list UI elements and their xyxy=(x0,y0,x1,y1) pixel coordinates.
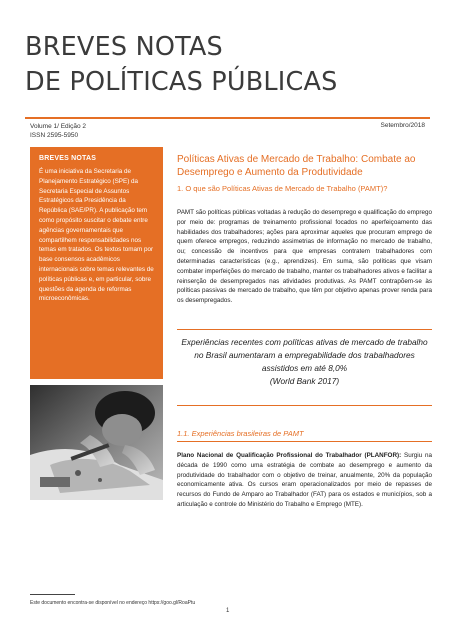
volume-label: Volume 1/ Edição 2 xyxy=(30,123,87,130)
subsection-divider xyxy=(177,441,432,442)
subsection-heading: 1.1. Experiências brasileiras de PAMT xyxy=(177,429,304,438)
worker-photo xyxy=(30,385,163,500)
title-divider xyxy=(25,117,430,119)
pull-quote xyxy=(177,336,432,388)
section-heading: 1. O que são Políticas Ativas de Mercado de Trabalho (PAMT)? xyxy=(177,184,388,193)
footnote-divider xyxy=(30,594,75,595)
body-paragraph-2 xyxy=(177,451,432,510)
article-title: Políticas Ativas de Mercado de Trabalho: Combate ao Desemprego e Aumento da Produtividade xyxy=(177,154,416,178)
program-description: Surgiu na década de 1990 como uma estratégia de combate ao desemprego e aumento da produtividade do trabalhador com o objetivo de treinar, anualmente, 20% da população economicamente ativa. Os cursos eram operacionalizados por meio de repasses de recursos do Fundo de Amparo ao Trabalhador (FAT) para os estados e municípios, sob a articulação e controle do Ministério do Trabalho e Emprego (MTE). xyxy=(177,452,432,508)
quote-bottom-rule xyxy=(177,405,432,406)
worker-photo-illustration xyxy=(30,385,163,500)
sidebar-text: É uma iniciativa da Secretaria de Planejamento Estratégico (SPE) da Secretaria Especial de Assuntos Estratégicos da Presidência da República (SAE/PR). A publicação tem como propósito suscitar o debate entre agências governamentais que compartilhem responsabilidades nos temas em tratados. Os textos tomam por base consensos acadêmicos internacionais sobre temas relevantes de políticas públicas e, em particular, sobre questões da agenda de reformas microeconômicas. xyxy=(39,168,154,303)
program-name: Plano Nacional de Qualificação Profissional do Trabalhador (PLANFOR): xyxy=(177,452,402,459)
page-number: 1 xyxy=(226,608,230,614)
date-label: Setembro/2018 xyxy=(380,122,425,129)
title-line-1: BREVES NOTAS xyxy=(25,32,223,62)
issn-label: ISSN 2595-5950 xyxy=(30,132,79,139)
pull-quote-text: Experiências recentes com políticas ativas de mercado de trabalho no Brasil aumentaram a empregabilidade dos trabalhadores assistidos em até 8,0% xyxy=(181,337,428,373)
sidebar-title: BREVES NOTAS xyxy=(39,155,97,162)
sidebar-box xyxy=(30,147,163,379)
title-line-2: DE POLÍTICAS PÚBLICAS xyxy=(25,67,338,97)
quote-top-rule xyxy=(177,329,432,330)
body-paragraph: PAMT são políticas públicas voltadas à redução do desemprego e qualificação do emprego por meio de: programas de treinamento profissional focados no aperfeiçoamento das habilidades dos trabalhadores; ações para aproximar aqueles que procuram emprego de quem oferece empregos, reduzindo assimetrias de informação no mercado de trabalho, ou; concessão de incentivos para que empresas contratem trabalhadores com determinadas características (e.g., aprendizes). Em suma, são políticas que visam combater imperfeições do mercado de trabalho, manter os trabalhadores ativos e facilitar a reinserção de desempregados nas atividades produtivas. As PAMT contrapõem-se às políticas passivas de mercado de trabalho, que têm por objetivo apenas prover renda para os desempregados. xyxy=(177,209,432,305)
publication-meta xyxy=(30,122,86,140)
publication-title xyxy=(25,30,435,100)
pull-quote-source: (World Bank 2017) xyxy=(269,376,340,386)
footnote: Este documento encontra-se disponível no endereço https://goo.gl/RoaPtu xyxy=(30,600,196,606)
